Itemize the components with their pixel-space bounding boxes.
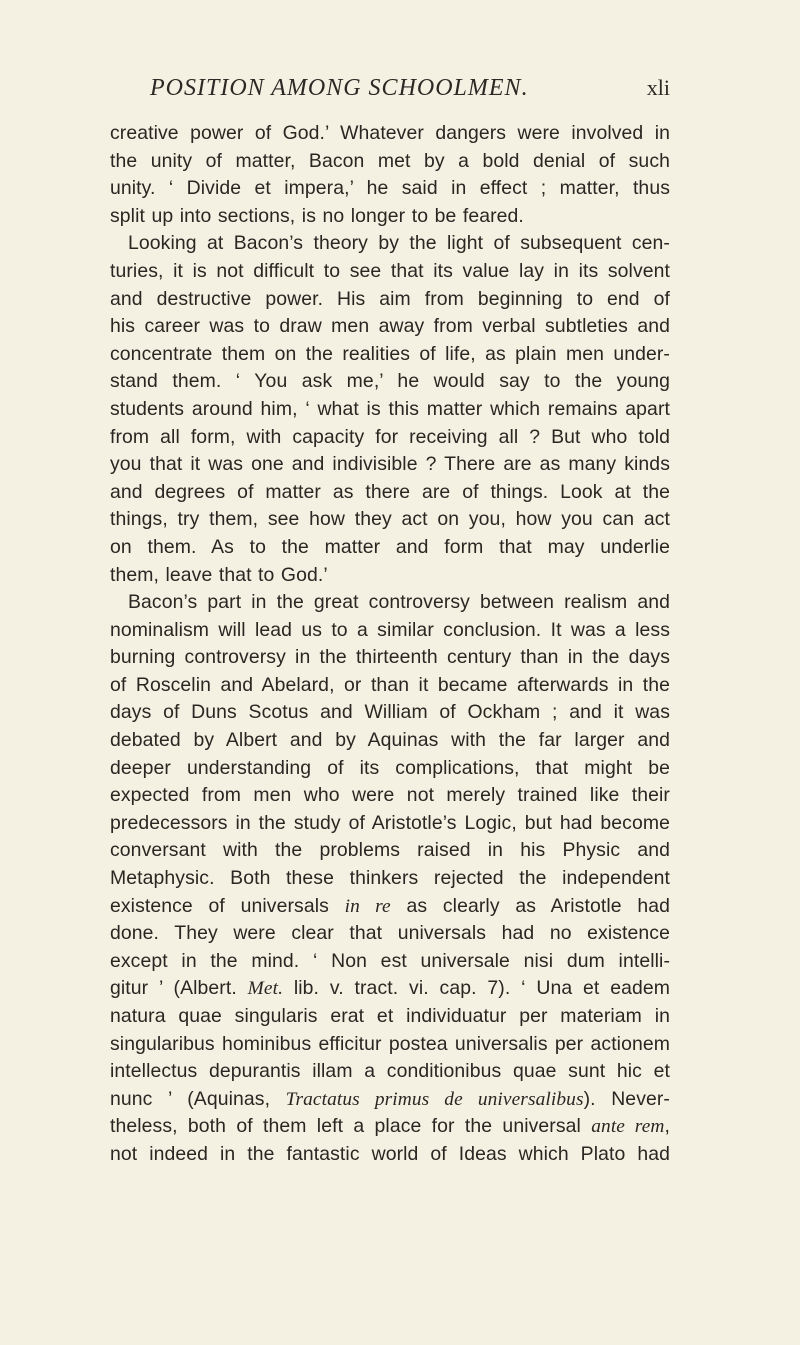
text-line: deeper understanding of its complications, that might be	[110, 756, 670, 779]
text-line: creative power of God.’ Whatever dangers were involved in	[110, 122, 670, 144]
text-line: and degrees of matter as there are of things. Look at the	[110, 480, 670, 503]
text-line: of Roscelin and Abelard, or than it became afterwards in the	[110, 673, 670, 696]
text-line: debated by Albert and by Aquinas with the far larger and	[110, 729, 670, 752]
text-line: on them. As to the matter and form that may underlie	[110, 535, 670, 558]
text-line	[110, 1086, 670, 1114]
text-line: turies, it is not difficult to see that its value lay in its solvent	[110, 259, 670, 282]
text-line: split up into sections, is no longer to be feared.	[110, 204, 524, 227]
text-line: Metaphysic. Both these thinkers rejected the independent	[110, 867, 670, 890]
text-segment: existence of universals	[110, 894, 345, 917]
text-segment: theless, both of them left a place for the universal	[110, 1115, 592, 1138]
text-line: and destructive power. His aim from beginning to end of	[110, 287, 670, 310]
text-segment: lib. v. tract. vi. cap. 7). ‘ Una et eadem	[283, 977, 670, 1000]
text-line: natura quae singularis erat et individuatur per materiam in	[110, 1005, 670, 1027]
text-line: from all form, with capacity for receiving all ? But who told	[110, 425, 670, 448]
running-title: POSITION AMONG SCHOOLMEN.	[150, 75, 529, 101]
text-line: Looking at Bacon’s theory by the light of subsequent cen-	[128, 232, 670, 255]
text-line: his career was to draw men away from verbal subtleties and	[110, 315, 670, 338]
text-line: except in the mind. ‘ Non est universale nisi dum intelli-	[110, 949, 670, 972]
text-segment: ,	[664, 1115, 671, 1138]
running-head	[110, 75, 670, 109]
text-line: unity. ‘ Divide et impera,’ he said in effect ; matter, thus	[110, 177, 670, 200]
text-line: singularibus hominibus efficitur postea universalis per actionem	[110, 1032, 670, 1055]
italic-phrase: Met.	[247, 978, 284, 1000]
paragraph-2	[110, 230, 670, 589]
text-line: you that it was one and indivisible ? There are as many kinds	[110, 453, 670, 476]
text-segment: as clearly as Aristotle had	[390, 894, 670, 917]
text-line: things, try them, see how they act on you, how you can act	[110, 508, 670, 531]
italic-phrase: Tractatus primus de universalibus	[285, 1088, 584, 1110]
text-line: expected from men who were not merely trained like their	[110, 784, 670, 807]
text-line	[110, 893, 670, 921]
text-line: students around him, ‘ what is this matter which remains apart	[110, 397, 670, 420]
text-segment: gitur ’ (Albert.	[110, 977, 248, 1000]
text-line: done. They were clear that universals had no existence	[110, 922, 670, 945]
text-segment: nunc ’ (Aquinas,	[110, 1087, 286, 1110]
page-number: xli	[646, 75, 670, 100]
text-line: concentrate them on the realities of life, as plain men under-	[110, 342, 670, 365]
text-line: predecessors in the study of Aristotle’s Logic, but had become	[110, 811, 670, 834]
text-line: Bacon’s part in the great controversy between realism and	[128, 591, 670, 614]
text-line: them, leave that to God.’	[110, 563, 328, 586]
text-line: not indeed in the fantastic world of Ideas which Plato had	[110, 1142, 670, 1165]
text-line: conversant with the problems raised in his Physic and	[110, 839, 670, 862]
text-line: intellectus depurantis illam a conditionibus quae sunt hic et	[110, 1060, 670, 1083]
text-segment: ). Never-	[583, 1087, 670, 1110]
paragraph-3	[110, 589, 670, 1168]
text-line: days of Duns Scotus and William of Ockham ; and it was	[110, 701, 670, 724]
text-line: nominalism will lead us to a similar conclusion. It was a less	[110, 618, 670, 641]
italic-phrase: in re	[344, 895, 391, 917]
text-line	[110, 1113, 670, 1141]
text-line	[110, 975, 670, 1003]
text-line: burning controversy in the thirteenth century than in the days	[110, 646, 670, 669]
paragraph-1	[110, 120, 670, 230]
body-text	[110, 120, 670, 1169]
text-line: stand them. ‘ You ask me,’ he would say to the young	[110, 370, 670, 393]
text-line: the unity of matter, Bacon met by a bold denial of such	[110, 149, 670, 172]
italic-phrase: ante rem	[591, 1116, 665, 1138]
